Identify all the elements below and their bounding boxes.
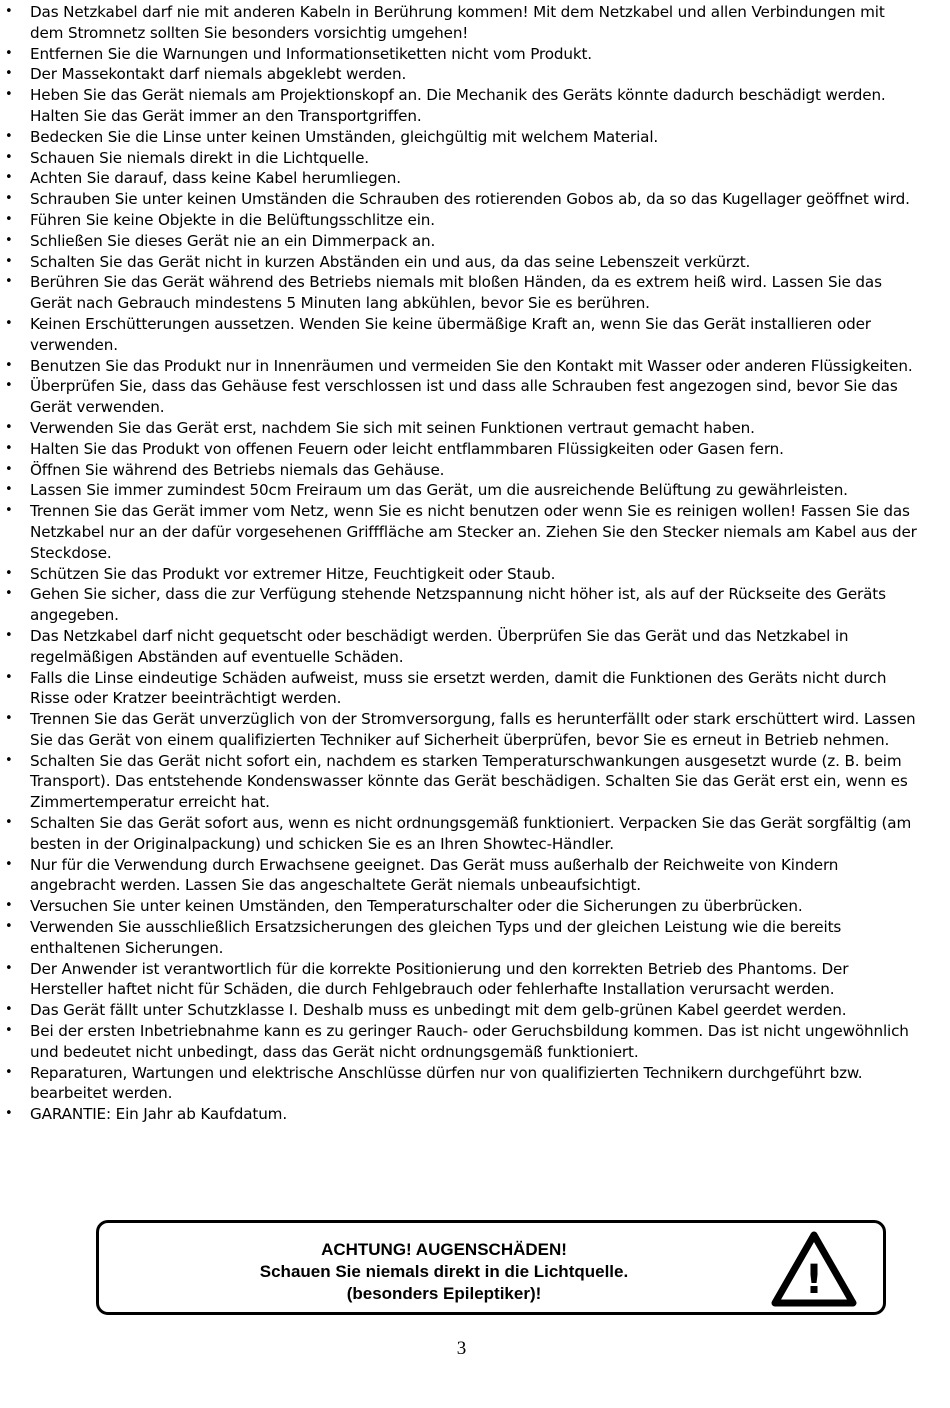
eye-damage-warning-box: [96, 1220, 886, 1315]
bullet-text: Versuchen Sie unter keinen Umständen, den Temperaturschalter oder die Sicherungen zu überbrücken.: [30, 897, 803, 916]
bullet-item: [5, 584, 920, 626]
bullet-text: Bedecken Sie die Linse unter keinen Umständen, gleichgültig mit welchem Material.: [30, 127, 659, 146]
bullet-dot: •: [5, 565, 13, 581]
bullet-text: Lassen Sie immer zumindest 50cm Freiraum um das Gerät, um die ausreichende Belüftung zu gewährleisten.: [30, 481, 848, 500]
bullet-item: [5, 127, 920, 148]
bullet-item: [5, 917, 920, 959]
bullet-item: [5, 439, 920, 460]
bullet-dot: •: [5, 440, 13, 456]
warning-line: (besonders Epileptiker)!: [346, 1284, 542, 1303]
bullet-text: Reparaturen, Wartungen und elektrische Anschlüsse dürfen nur von qualifizierten Technikern durchgeführt bzw. bearbeitet werden.: [30, 1063, 863, 1103]
bullet-text: Achten Sie darauf, dass keine Kabel herumliegen.: [30, 169, 401, 188]
bullet-dot: •: [5, 274, 13, 290]
bullet-item: [5, 231, 920, 252]
bullet-dot: •: [5, 1064, 13, 1080]
bullet-item: [5, 189, 920, 210]
warning-triangle-icon: [771, 1231, 857, 1307]
bullet-text: Keinen Erschütterungen aussetzen. Wenden Sie keine übermäßige Kraft an, wenn Sie das Gerät installieren oder verwenden.: [30, 314, 871, 354]
bullet-item: [5, 668, 920, 710]
bullet-text: Trennen Sie das Gerät unverzüglich von der Stromversorgung, falls es herunterfällt oder stark erschüttert wird. Lassen Sie das Gerät von einem qualifizierten Techniker auf Sicherheit überprüfen, bevor Sie es erneut in Betrieb nehmen.: [30, 710, 916, 749]
bullet-text: Das Gerät fällt unter Schutzklasse I. Deshalb muss es unbedingt mit dem gelb-grünen Kabel geerdet werden.: [30, 1001, 847, 1020]
bullet-item: [5, 564, 920, 585]
bullet-dot: •: [5, 66, 13, 82]
bullet-text: Halten Sie das Produkt von offenen Feuern oder leicht entflammbaren Flüssigkeiten oder Gasen fern.: [30, 439, 784, 458]
bullet-dot: •: [5, 45, 13, 61]
bullet-item: [5, 709, 920, 751]
bullet-text: Trennen Sie das Gerät immer vom Netz, wenn Sie es nicht benutzen oder wenn Sie es reinigen wollen! Fassen Sie das Netzkabel nur an der dafür vorgesehenen Grifffläche am Stecker an. Ziehen Sie den Stecker niemals am Kabel aus der Steckdose.: [30, 502, 917, 562]
warning-heading: ACHTUNG! AUGENSCHÄDEN!: [321, 1240, 567, 1259]
bullet-item: [5, 2, 920, 44]
bullet-item: [5, 314, 920, 356]
bullet-text: Gehen Sie sicher, dass die zur Verfügung stehende Netzspannung nicht höher ist, als auf der Rückseite des Geräts angegeben.: [30, 585, 886, 625]
bullet-dot: •: [5, 211, 13, 227]
bullet-item: [5, 1021, 920, 1063]
bullet-text: Verwenden Sie ausschließlich Ersatzsicherungen des gleichen Typs und der gleichen Leistung wie die bereits enthaltenen Sicherungen.: [30, 918, 842, 957]
bullet-dot: •: [5, 461, 13, 477]
bullet-text: Der Massekontakt darf niemals abgeklebt werden.: [30, 65, 407, 84]
bullet-text: Der Anwender ist verantwortlich für die korrekte Positionierung und den korrekten Betrieb des Phantoms. Der Hersteller haftet nicht für Schäden, die durch Fehlgebrauch oder fehlerhafte Installation verursacht werden.: [30, 959, 849, 999]
bullet-dot: •: [5, 357, 13, 373]
bullet-item: [5, 356, 920, 377]
bullet-text: Bei der ersten Inbetriebnahme kann es zu geringer Rauch- oder Geruchsbildung kommen. Das ist nicht ungewöhnlich und bedeutet nicht unbedingt, dass das Gerät nicht ordnungsgemäß funktioniert.: [30, 1022, 909, 1061]
bullet-item: [5, 626, 920, 668]
bullet-item: [5, 751, 920, 813]
bullet-text: Schrauben Sie unter keinen Umständen die Schrauben des rotierenden Gobos ab, da so das Kugellager geöffnet wird.: [30, 190, 910, 209]
bullet-dot: •: [5, 711, 13, 727]
bullet-dot: •: [5, 503, 13, 519]
page-number: 3: [456, 1338, 467, 1359]
bullet-dot: •: [5, 315, 13, 331]
bullet-dot: •: [5, 1023, 13, 1039]
bullet-text: Schützen Sie das Produkt vor extremer Hitze, Feuchtigkeit oder Staub.: [30, 564, 556, 583]
bullet-item: [5, 501, 920, 563]
bullet-item: [5, 168, 920, 189]
bullet-item: [5, 855, 920, 897]
bullet-item: [5, 1104, 920, 1125]
bullet-dot: •: [5, 586, 13, 602]
bullet-item: [5, 85, 920, 127]
bullet-text: Öffnen Sie während des Betriebs niemals das Gehäuse.: [30, 460, 445, 479]
bullet-item: [5, 813, 920, 855]
bullet-dot: •: [5, 4, 13, 19]
bullet-dot: •: [5, 919, 13, 935]
bullet-item: [5, 210, 920, 231]
bullet-item: [5, 460, 920, 481]
bullet-dot: •: [5, 378, 13, 394]
bullet-item: [5, 64, 920, 85]
bullet-text: Falls die Linse eindeutige Schäden aufweist, muss sie ersetzt werden, damit die Funktionen des Geräts nicht durch Risse oder Kratzer beeinträchtigt werden.: [30, 668, 887, 708]
bullet-text: Das Netzkabel darf nie mit anderen Kabeln in Berührung kommen! Mit dem Netzkabel und allen Verbindungen mit dem Stromnetz sollten Sie besonders vorsichtig umgehen!: [30, 3, 885, 42]
bullet-text: Überprüfen Sie, dass das Gehäuse fest verschlossen ist und dass alle Schrauben fest angezogen sind, bevor Sie das Gerät verwenden.: [30, 377, 898, 417]
bullet-dot: •: [5, 752, 13, 768]
bullet-dot: •: [5, 669, 13, 685]
bullet-text: Heben Sie das Gerät niemals am Projektionskopf an. Die Mechanik des Geräts könnte dadurch beschädigt werden. Halten Sie das Gerät immer an den Transportgriffen.: [30, 86, 886, 125]
bullet-text: Benutzen Sie das Produkt nur in Innenräumen und vermeiden Sie den Kontakt mit Wasser oder anderen Flüssigkeiten.: [30, 356, 913, 375]
bullet-dot: •: [5, 419, 13, 435]
bullet-item: [5, 252, 920, 273]
exclamation-mark: !: [804, 1257, 824, 1303]
bullet-text: Schauen Sie niemals direkt in die Lichtquelle.: [30, 148, 369, 167]
bullet-dot: •: [5, 87, 13, 103]
bullet-dot: •: [5, 232, 13, 248]
bullet-text: Schließen Sie dieses Gerät nie an ein Dimmerpack an.: [30, 231, 436, 250]
bullet-text: Das Netzkabel darf nicht gequetscht oder beschädigt werden. Überprüfen Sie das Gerät und das Netzkabel in regelmäßigen Abständen auf eventuelle Schäden.: [30, 626, 849, 666]
bullet-dot: •: [5, 149, 13, 165]
bullet-item: [5, 44, 920, 65]
bullet-dot: •: [5, 482, 13, 498]
bullet-item: [5, 148, 920, 169]
bullet-dot: •: [5, 253, 13, 269]
bullet-text: GARANTIE: Ein Jahr ab Kaufdatum.: [30, 1105, 287, 1124]
bullet-dot: •: [5, 128, 13, 144]
bullet-item: [5, 1063, 920, 1105]
bullet-item: [5, 1000, 920, 1021]
bullet-text: Schalten Sie das Gerät nicht sofort ein, nachdem es starken Temperaturschwankungen ausgesetzt wurde (z. B. beim Transport). Das entstehende Kondenswasser könnte das Gerät beschädigen. Schalten Sie das Gerät erst ein, wenn es Zimmertemperatur erreicht hat.: [30, 751, 908, 812]
bullet-item: [5, 896, 920, 917]
bullet-text: Schalten Sie das Gerät sofort aus, wenn es nicht ordnungsgemäß funktioniert. Verpacken Sie das Gerät sorgfältig (am besten in der Originalpackung) und schicken Sie es an Ihren Showtec-Händler.: [30, 814, 912, 853]
bullet-dot: •: [5, 898, 13, 914]
bullet-dot: •: [5, 627, 13, 643]
bullet-dot: •: [5, 856, 13, 872]
warning-line: Schauen Sie niemals direkt in die Lichtquelle.: [259, 1262, 629, 1281]
safety-instructions: [0, 2, 950, 1125]
bullet-item: [5, 272, 920, 314]
bullet-item: [5, 480, 920, 501]
bullet-text: Nur für die Verwendung durch Erwachsene geeignet. Das Gerät muss außerhalb der Reichweite von Kindern angebracht werden. Lassen Sie das angeschaltete Gerät niemals unbeaufsichtigt.: [30, 855, 839, 895]
bullet-item: [5, 376, 920, 418]
bullet-text: Verwenden Sie das Gerät erst, nachdem Sie sich mit seinen Funktionen vertraut gemacht haben.: [30, 418, 755, 437]
bullet-text: Entfernen Sie die Warnungen und Informationsetiketten nicht vom Produkt.: [30, 44, 592, 63]
bullet-dot: •: [5, 191, 13, 207]
bullet-text: Führen Sie keine Objekte in die Belüftungsschlitze ein.: [30, 210, 435, 229]
bullet-dot: •: [5, 960, 13, 976]
bullet-dot: •: [5, 170, 13, 186]
bullet-dot: •: [5, 815, 13, 831]
bullet-text: Schalten Sie das Gerät nicht in kurzen Abständen ein und aus, da das seine Lebenszeit verkürzt.: [30, 252, 751, 271]
bullet-item: [5, 418, 920, 439]
bullet-dot: •: [5, 1106, 13, 1122]
bullet-text: Berühren Sie das Gerät während des Betriebs niemals mit bloßen Händen, da es extrem heiß wird. Lassen Sie das Gerät nach Gebrauch mindestens 5 Minuten lang abkühlen, bevor Sie es berühren.: [30, 273, 882, 313]
bullet-list: [0, 2, 950, 1125]
bullet-dot: •: [5, 1002, 13, 1018]
bullet-item: [5, 959, 920, 1001]
